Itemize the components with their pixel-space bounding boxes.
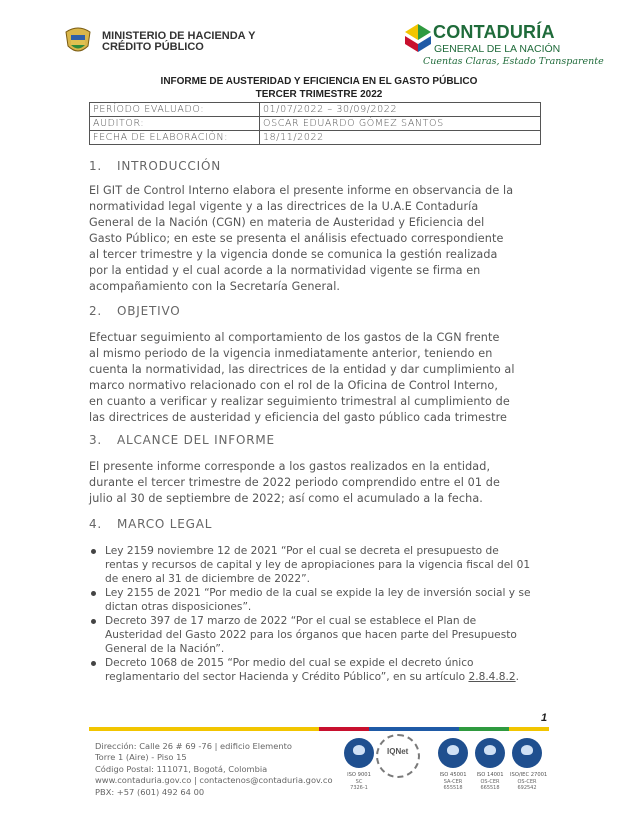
legal-list [89,544,559,684]
cert-badge [342,738,376,791]
text-line: Austeridad del Gasto 2022 para los órganos que hacen parte del Presupuesto [105,629,517,641]
text-line: General de la Nación (CGN) en materia de Austeridad y Eficiencia del [89,216,485,229]
cert-badge [436,738,470,791]
section-title: ALCANCE DEL INFORME [117,433,275,447]
ministry-logo [62,26,255,58]
cert-code: 665518 [480,785,500,791]
cert-label: ISO 14001 [476,772,504,778]
iqnet-seal-icon [376,734,420,778]
text-segment: reglamentario del sector Hacienda y Crédito Público”, en su artículo [105,671,469,683]
text-line: El presente informe corresponde a los gastos realizados en la entidad, [89,460,491,473]
text-line [105,670,559,684]
text-line: de enero al 31 de diciembre de 2022”. [105,573,311,585]
text-line: El GIT de Control Interno elabora el presente informe en observancia de la [89,184,514,197]
info-value: OSCAR EDUARDO GÓMEZ SANTOS [260,117,541,131]
color-bar [89,727,549,731]
coat-of-arms-icon [62,26,94,58]
cert-badge [510,738,548,791]
article-link[interactable]: 2.8.4.8.2 [468,671,516,683]
cert-code: SC [355,779,363,785]
table-row [90,131,541,145]
bullet-icon [91,661,96,666]
certifications [342,738,552,802]
cgn-logo [405,22,604,70]
text-line: las directrices de austeridad y eficiencia del gasto público cada trimestre [89,411,508,424]
section-number: 1. [89,159,103,173]
list-item [89,544,559,586]
text-line: Decreto 1068 de 2015 “Por medio del cual se expide el decreto único [105,657,474,669]
bullet-icon [91,591,96,596]
text-line: durante el tercer trimestre de 2022 periodo comprendido entre el 01 de [89,476,500,489]
list-item [89,656,559,684]
intro-paragraph [89,183,548,295]
text-line: Decreto 397 de 17 marzo de 2022 “Por el cual se establece el Plan de [105,615,477,627]
section-title: MARCO LEGAL [117,517,213,531]
bullet-icon [91,549,96,554]
text-line: julio al 30 de septiembre de 2022; así como el acumulado a la fecha. [89,492,483,505]
cgn-name: CONTADURÍA [433,22,555,42]
text-line: rentas y recursos de capital y ley de apropiaciones para la vigencia fiscal del 01 [105,559,531,571]
cgn-tagline: Cuentas Claras, Estado Transparente [423,56,604,67]
section-heading-introduccion [89,159,221,173]
bar-segment [459,727,509,731]
cert-label: ISO 9001 [347,772,371,778]
cert-code: OS-CER [480,779,500,785]
report-subtitle: TERCER TRIMESTRE 2022 [255,89,383,100]
icontec-icon [344,738,374,768]
objetivo-paragraph [89,330,548,426]
cert-code: SA-CER [443,779,463,785]
table-row [90,117,541,131]
bar-segment [369,727,459,731]
section-number: 2. [89,304,103,318]
text-line: Efectuar seguimiento al comportamiento de los gastos de la CGN frente [89,331,500,344]
text-line: al mismo periodo de la vigencia inmediatamente anterior, teniendo en [89,347,493,360]
icontec-icon [438,738,468,768]
text-segment: . [515,671,520,683]
cgn-subtitle: GENERAL DE LA NACIÓN [434,43,561,55]
text-line: acompañamiento con la Secretaría General. [89,280,341,293]
bar-segment [509,727,549,731]
text-line: al tercer trimestre y la vigencia donde se comunica la gestión realizada [89,248,498,261]
icontec-icon [475,738,505,768]
address-line: PBX: +57 (601) 492 64 00 [95,786,205,797]
section-heading-objetivo [89,304,181,318]
cert-code: 7326-1 [350,785,368,791]
icontec-icon [512,738,542,768]
info-value: 18/11/2022 [260,131,541,145]
address-line: www.contaduria.gov.co | contactenos@contaduria.gov.co [95,775,333,786]
text-line: Gasto Público; en este se presenta el análisis efectuado correspondiente [89,232,504,245]
report-title: INFORME DE AUSTERIDAD Y EFICIENCIA EN EL GASTO PÚBLICO [160,76,478,87]
bar-segment [89,727,209,731]
info-value: 01/07/2022 – 30/09/2022 [260,103,541,117]
bar-segment [319,727,369,731]
text-line: marco normativo relacionado con el rol de la Oficina de Control Interno, [89,379,499,392]
address-line: Torre 1 (Aire) - Piso 15 [95,752,187,763]
cert-code: 655518 [443,785,463,791]
page-number: 1 [541,712,548,724]
section-heading-alcance [89,433,275,447]
info-key: AUDITOR: [90,117,260,131]
ministry-name-line2: CRÉDITO PÚBLICO [102,41,204,53]
cert-code: 692542 [517,785,537,791]
text-line: en cuanto a verificar y realizar seguimiento trimestral al cumplimiento de [89,395,510,408]
address-line: Código Postal: 111071, Bogotá, Colombia [95,763,268,774]
section-title: INTRODUCCIÓN [117,159,221,173]
cert-label: ISO/IEC 27001 [510,772,548,778]
section-heading-marco-legal [89,517,212,531]
text-line: dictan otras disposiciones”. [105,601,252,613]
cgn-flag-icon [405,24,431,52]
text-line: Ley 2155 de 2021 “Por medio de la cual se expide la ley de inversión social y se [105,587,531,599]
text-line: General de la Nación”. [105,643,225,655]
bullet-icon [91,619,96,624]
list-item [89,614,559,656]
iqnet-label: IQNet [387,747,409,756]
section-title: OBJETIVO [117,304,181,318]
bar-segment [209,727,319,731]
text-line: cuenta la normatividad, las directrices de la entidad y dar cumplimiento al [89,363,515,376]
section-number: 4. [89,517,103,531]
list-item [89,586,559,614]
address-block [95,741,333,798]
cert-label: ISO 45001 [439,772,467,778]
address-line: Dirección: Calle 26 # 69 -76 | edificio Elemento [95,741,292,751]
cert-code: OS-CER [517,779,537,785]
table-row [90,103,541,117]
alcance-paragraph [89,459,548,507]
info-key: FECHA DE ELABORACIÓN: [90,131,260,145]
text-line: Ley 2159 noviembre 12 de 2021 “Por el cual se decreta el presupuesto de [105,545,499,557]
report-info-table [89,102,541,145]
section-number: 3. [89,433,103,447]
text-line: por la entidad y el cual acorde a la normatividad vigente se firma en [89,264,481,277]
ministry-name-line1: MINISTERIO DE HACIENDA Y [102,30,256,42]
info-key: PERÍODO EVALUADO: [90,103,260,117]
text-line: normatividad legal vigente y a las directrices de la U.A.E Contaduría [89,200,479,213]
cert-badge [473,738,507,791]
